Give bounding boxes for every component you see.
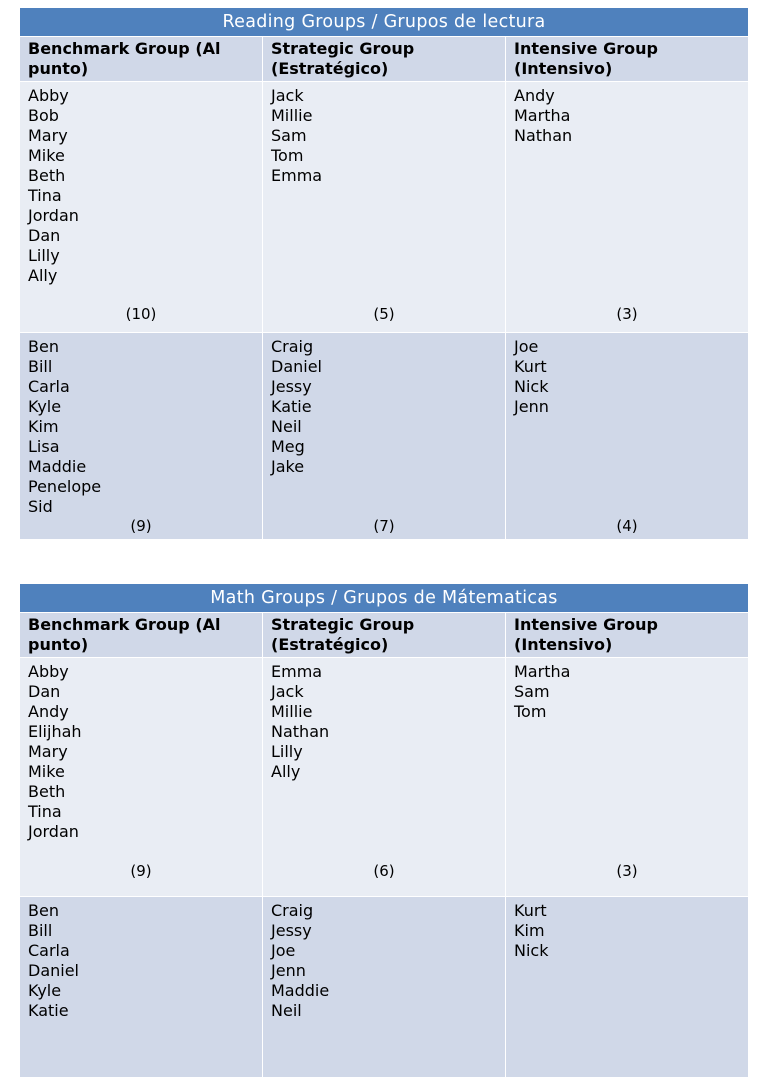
- student-name: Sid: [28, 497, 53, 516]
- student-name: Jordan: [28, 822, 79, 841]
- student-name: Sam: [514, 682, 550, 701]
- math-groups-table: [19, 583, 749, 1078]
- student-list: [271, 86, 497, 186]
- reading-intensive-cell-1: [506, 82, 749, 333]
- reading-strategic-cell-1: [263, 82, 506, 333]
- math-header-benchmark: Benchmark Group (Al punto): [20, 613, 263, 658]
- student-name: Neil: [271, 417, 302, 436]
- student-name: Dan: [28, 682, 61, 701]
- student-name: Nick: [514, 377, 549, 396]
- student-list: [28, 662, 254, 842]
- student-name: Beth: [28, 166, 66, 185]
- student-name: Daniel: [28, 961, 79, 980]
- student-name: Mike: [28, 762, 65, 781]
- student-name: Nathan: [514, 126, 573, 145]
- student-name: Martha: [514, 662, 571, 681]
- student-name: Jordan: [28, 206, 79, 225]
- student-name: Jake: [271, 457, 305, 476]
- student-name: Lisa: [28, 437, 60, 456]
- group-count: (7): [373, 517, 395, 535]
- reading-row-2: [20, 333, 749, 540]
- math-title: Math Groups / Grupos de Mátematicas: [20, 584, 749, 613]
- math-strategic-cell-2: [263, 897, 506, 1078]
- student-name: Tina: [28, 186, 62, 205]
- student-list: [514, 901, 740, 961]
- student-name: Kyle: [28, 981, 62, 1000]
- student-name: Neil: [271, 1001, 302, 1020]
- student-name: Beth: [28, 782, 66, 801]
- student-list: [28, 901, 254, 1021]
- student-name: Bob: [28, 106, 59, 125]
- student-name: Bill: [28, 357, 53, 376]
- student-name: Emma: [271, 166, 323, 185]
- math-strategic-cell-1: [263, 658, 506, 897]
- student-name: Lilly: [271, 742, 303, 761]
- student-name: Millie: [271, 702, 313, 721]
- student-name: Tom: [271, 146, 304, 165]
- math-benchmark-cell-2: [20, 897, 263, 1078]
- student-list: [271, 662, 497, 782]
- student-name: Mary: [28, 126, 68, 145]
- student-name: Sam: [271, 126, 307, 145]
- math-header-strategic: Strategic Group (Estratégico): [263, 613, 506, 658]
- student-name: Kim: [28, 417, 59, 436]
- student-name: Jenn: [514, 397, 549, 416]
- student-name: Kyle: [28, 397, 62, 416]
- student-name: Nathan: [271, 722, 330, 741]
- reading-header-row: [20, 37, 749, 82]
- group-count: (5): [373, 305, 395, 323]
- group-count: (3): [616, 862, 638, 880]
- student-name: Craig: [271, 901, 314, 920]
- reading-row-1: [20, 82, 749, 333]
- student-name: Jack: [271, 682, 304, 701]
- student-name: Andy: [514, 86, 555, 105]
- student-name: Mary: [28, 742, 68, 761]
- math-intensive-cell-2: [506, 897, 749, 1078]
- student-list: [514, 86, 740, 146]
- student-name: Craig: [271, 337, 314, 356]
- student-name: Elijhah: [28, 722, 82, 741]
- student-name: Joe: [514, 337, 539, 356]
- reading-header-benchmark: Benchmark Group (Al punto): [20, 37, 263, 82]
- student-list: [514, 337, 740, 417]
- student-name: Jack: [271, 86, 304, 105]
- student-name: Ben: [28, 337, 59, 356]
- reading-header-intensive: Intensive Group (Intensivo): [506, 37, 749, 82]
- student-name: Tom: [514, 702, 547, 721]
- group-count: (9): [130, 517, 152, 535]
- student-name: Tina: [28, 802, 62, 821]
- student-name: Abby: [28, 662, 69, 681]
- math-row-1: [20, 658, 749, 897]
- student-name: Carla: [28, 377, 70, 396]
- math-benchmark-cell-1: [20, 658, 263, 897]
- student-list: [271, 901, 497, 1021]
- student-name: Kurt: [514, 901, 547, 920]
- reading-strategic-cell-2: [263, 333, 506, 540]
- student-list: [28, 86, 254, 286]
- reading-header-strategic: Strategic Group (Estratégico): [263, 37, 506, 82]
- student-name: Maddie: [28, 457, 87, 476]
- student-list: [514, 662, 740, 722]
- student-name: Dan: [28, 226, 61, 245]
- group-count: (6): [373, 862, 395, 880]
- student-name: Ally: [28, 266, 58, 285]
- student-list: [28, 337, 254, 517]
- reading-title: Reading Groups / Grupos de lectura: [20, 8, 749, 37]
- student-name: Bill: [28, 921, 53, 940]
- student-name: Mike: [28, 146, 65, 165]
- student-name: Penelope: [28, 477, 102, 496]
- reading-benchmark-cell-2: [20, 333, 263, 540]
- reading-benchmark-cell-1: [20, 82, 263, 333]
- group-count: (3): [616, 305, 638, 323]
- student-name: Emma: [271, 662, 323, 681]
- student-name: Abby: [28, 86, 69, 105]
- group-count: (4): [616, 517, 638, 535]
- student-name: Jessy: [271, 921, 312, 940]
- student-name: Katie: [271, 397, 312, 416]
- reading-title-row: [20, 8, 749, 37]
- student-name: Millie: [271, 106, 313, 125]
- math-header-row: [20, 613, 749, 658]
- student-name: Kurt: [514, 357, 547, 376]
- student-name: Maddie: [271, 981, 330, 1000]
- student-name: Katie: [28, 1001, 69, 1020]
- group-count: (10): [125, 305, 157, 323]
- math-title-row: [20, 584, 749, 613]
- math-row-2: [20, 897, 749, 1078]
- reading-groups-table: [19, 7, 749, 540]
- student-name: Nick: [514, 941, 549, 960]
- student-name: Andy: [28, 702, 69, 721]
- student-name: Daniel: [271, 357, 322, 376]
- student-name: Meg: [271, 437, 305, 456]
- student-name: Ben: [28, 901, 59, 920]
- student-name: Kim: [514, 921, 545, 940]
- student-name: Martha: [514, 106, 571, 125]
- math-header-intensive: Intensive Group (Intensivo): [506, 613, 749, 658]
- student-name: Jessy: [271, 377, 312, 396]
- math-intensive-cell-1: [506, 658, 749, 897]
- student-list: [271, 337, 497, 477]
- student-name: Ally: [271, 762, 301, 781]
- student-name: Carla: [28, 941, 70, 960]
- student-name: Lilly: [28, 246, 60, 265]
- group-count: (9): [130, 862, 152, 880]
- student-name: Jenn: [271, 961, 306, 980]
- reading-intensive-cell-2: [506, 333, 749, 540]
- student-name: Joe: [271, 941, 296, 960]
